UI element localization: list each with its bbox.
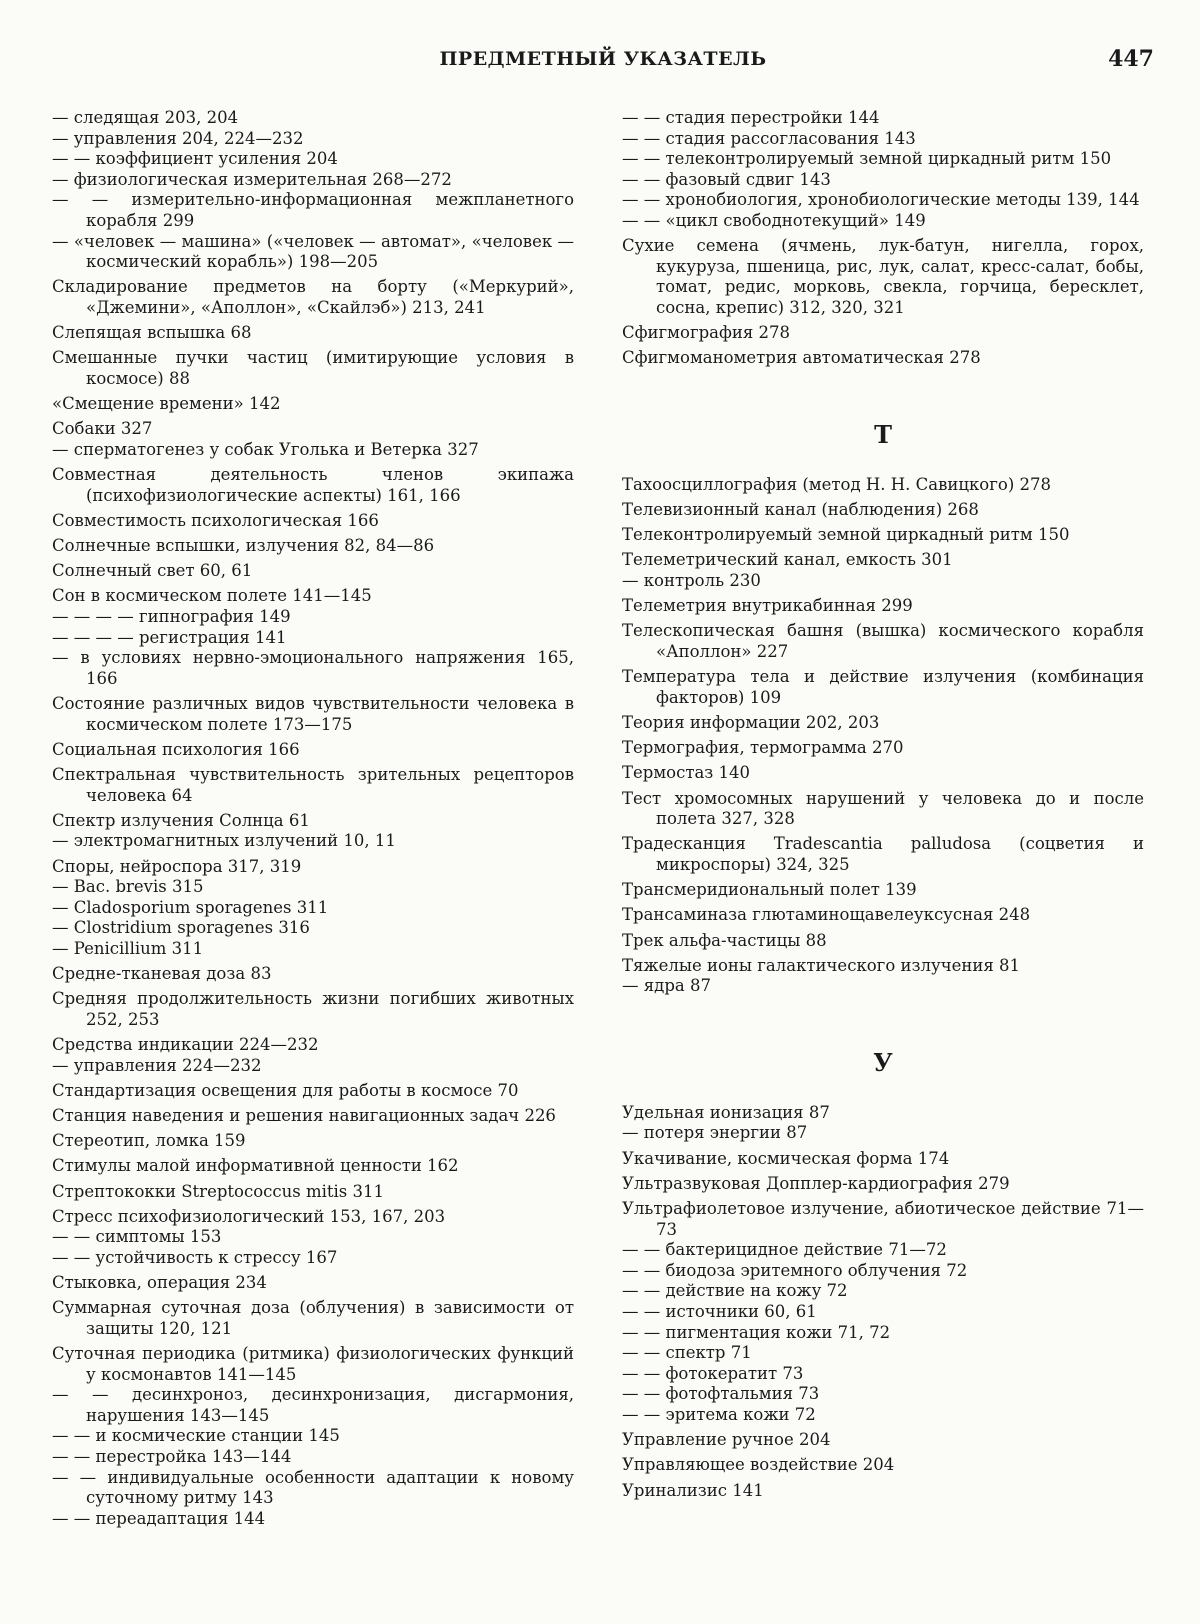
index-entry: Средняя продолжительность жизни погибших животных 252, 253: [52, 989, 574, 1029]
index-entry: Термография, термограмма 270: [622, 738, 904, 758]
index-subentry: — — измерительно-информационная межпланетного корабля 299: [52, 190, 574, 230]
index-entry: Складирование предметов на борту («Меркурий», «Джемини», «Аполлон», «Скайлэб») 213, 241: [52, 277, 574, 317]
index-entry: Ультразвуковая Допплер-кардиография 279: [622, 1173, 1010, 1193]
index-subentry: — — переадаптация 144: [52, 1508, 266, 1528]
index-entry: Удельная ионизация 87: [622, 1102, 830, 1122]
index-subentry: — Penicillium 311: [52, 938, 204, 958]
index-entry: Средне-тканевая доза 83: [52, 964, 272, 984]
index-subentry: — ядра 87: [622, 976, 711, 996]
index-entry: Температура тела и действие излучения (комбинация факторов) 109: [622, 667, 1144, 707]
index-entry: Стрептококки Streptococcus mitis 311: [52, 1181, 384, 1201]
index-subentry: — физиологическая измерительная 268—272: [52, 169, 452, 189]
index-entry: Совместная деятельность членов экипажа (психофизиологические аспекты) 161, 166: [52, 465, 574, 505]
index-subentry: — — устойчивость к стрессу 167: [52, 1247, 338, 1267]
index-entry: Стыковка, операция 234: [52, 1273, 267, 1293]
index-subentry: — следящая 203, 204: [52, 108, 239, 127]
index-subentry: — Clostridium sporagenes 316: [52, 918, 310, 938]
index-subentry: — — — — регистрация 141: [52, 627, 287, 647]
index-subentry: — — перестройка 143—144: [52, 1447, 292, 1467]
index-subentry: — потеря энергии 87: [622, 1123, 808, 1143]
section-letter: У: [873, 1047, 893, 1077]
index-entry: Смешанные пучки частиц (имитирующие условия в космосе) 88: [52, 348, 574, 388]
index-entry: Средства индикации 224—232: [52, 1035, 319, 1055]
index-entry: Стандартизация освещения для работы в космосе 70: [52, 1080, 519, 1100]
index-entry: «Смещение времени» 142: [52, 394, 281, 414]
index-entry: Телеконтролируемый земной циркадный ритм 150: [622, 525, 1070, 545]
index-entry: Состояние различных видов чувствительности человека в космическом полете 173—175: [52, 693, 574, 734]
index-subentry: — — — — гипнография 149: [52, 607, 291, 626]
index-entry: Телескопическая башня (вышка) космического корабля «Аполлон» 227: [622, 621, 1144, 662]
index-entry: Трансмеридиональный полет 139: [622, 880, 917, 900]
index-subentry: — в условиях нервно-эмоционального напряжения 165, 166: [52, 648, 574, 688]
index-subentry: — — пигментация кожи 71, 72: [622, 1322, 891, 1342]
index-entry: Стресс психофизиологический 153, 167, 203: [52, 1206, 446, 1226]
index-subentry: — — стадия перестройки 144: [622, 108, 880, 127]
index-entry: Тест хромосомных нарушений у человека до и после полета 327, 328: [622, 788, 1144, 829]
index-subentry: — контроль 230: [622, 571, 761, 591]
index-subentry: — — действие на кожу 72: [622, 1281, 848, 1301]
index-subentry: — — симптомы 153: [52, 1227, 222, 1247]
index-subentry: — — фазовый сдвиг 143: [622, 169, 831, 189]
index-subentry: — — бактерицидное действие 71—72: [622, 1240, 947, 1260]
index-subentry: — управления 204, 224—232: [52, 128, 304, 148]
index-subentry: — — и космические станции 145: [52, 1426, 340, 1446]
index-entry: Телевизионный канал (наблюдения) 268: [622, 500, 979, 520]
index-subentry: — — индивидуальные особенности адаптации к новому суточному ритму 143: [52, 1467, 574, 1508]
index-subentry: — — хронобиология, хронобиологические методы 139, 144: [622, 190, 1140, 210]
index-subentry: — Cladosporium sporagenes 311: [52, 897, 329, 917]
index-entry: Суточная периодика (ритмика) физиологических функций у космонавтов 141—145: [52, 1344, 574, 1384]
index-subentry: — — биодоза эритемного облучения 72: [622, 1260, 968, 1280]
index-subentry: — «человек — машина» («человек — автомат», «человек — космический корабль») 198—205: [52, 231, 574, 272]
index-entry: Традесканция Tradescantia palludosa (соцветия и микроспоры) 324, 325: [622, 834, 1144, 874]
index-entry: Сфигмоманометрия автоматическая 278: [622, 348, 981, 368]
index-subentry: — — телеконтролируемый земной циркадный ритм 150: [622, 149, 1112, 169]
index-subentry: — — фотофтальмия 73: [622, 1384, 820, 1404]
index-subentry: — электромагнитных излучений 10, 11: [52, 831, 396, 851]
index-entry: Телеметрический канал, емкость 301: [622, 550, 953, 570]
index-entry: Ультрафиолетовое излучение, абиотическое действие 71—73: [622, 1199, 1144, 1239]
index-subentry: — сперматогенез у собак Уголька и Ветерка 327: [52, 439, 479, 459]
index-entry: Теория информации 202, 203: [622, 713, 880, 732]
index-entry: Собаки 327: [52, 419, 153, 439]
index-entry: Солнечный свет 60, 61: [52, 561, 253, 581]
index-subentry: — — эритема кожи 72: [622, 1404, 816, 1424]
index-entry: Совместимость психологическая 166: [52, 510, 379, 530]
index-subentry: — — стадия рассогласования 143: [622, 128, 916, 148]
index-subentry: — — источники 60, 61: [622, 1302, 817, 1321]
index-entry: Спектральная чувствительность зрительных рецепторов человека 64: [52, 764, 574, 805]
index-entry: Спектр излучения Солнца 61: [52, 810, 310, 830]
index-entry: Социальная психология 166: [52, 739, 300, 759]
index-entry: Стереотип, ломка 159: [52, 1131, 246, 1151]
index-entry: Сон в космическом полете 141—145: [52, 586, 372, 606]
index-entry: Телеметрия внутрикабинная 299: [622, 596, 913, 616]
index-subentry: — — фотокератит 73: [622, 1363, 804, 1383]
index-entry: Укачивание, космическая форма 174: [622, 1148, 950, 1168]
index-entry: Станция наведения и решения навигационных задач 226: [52, 1106, 556, 1125]
index-entry: Стимулы малой информативной ценности 162: [52, 1156, 459, 1176]
index-entry: Солнечные вспышки, излучения 82, 84—86: [52, 536, 435, 556]
index-entry: Сфигмография 278: [622, 323, 791, 343]
index-entry: Трек альфа-частицы 88: [622, 930, 827, 950]
index-entry: Управление ручное 204: [622, 1430, 831, 1450]
index-subentry: — Bac. brevis 315: [52, 877, 204, 897]
index-entry: Уринализис 141: [622, 1480, 764, 1500]
index-entry: Суммарная суточная доза (облучения) в зависимости от защиты 120, 121: [52, 1298, 574, 1338]
index-column-left: [52, 108, 574, 1598]
index-subentry: — — коэффициент усиления 204: [52, 149, 338, 169]
index-entry: Термостаз 140: [622, 763, 751, 783]
index-subentry: — управления 224—232: [52, 1055, 262, 1075]
index-entry: Слепящая вспышка 68: [52, 323, 252, 343]
index-subentry: — — спектр 71: [622, 1343, 752, 1363]
index-entry: Управляющее воздействие 204: [622, 1455, 895, 1475]
index-entry: Тахоосциллография (метод Н. Н. Савицкого) 278: [622, 474, 1051, 494]
running-title: ПРЕДМЕТНЫЙ УКАЗАТЕЛЬ: [439, 48, 767, 70]
index-entry: Сухие семена (ячмень, лук-батун, нигелла, горох, кукуруза, пшеница, рис, лук, салат, кресс-салат, бобы, томат, редис, морковь, свекла, горчица, бересклет, сосна, крепис) 312, 320, 321: [622, 236, 1144, 317]
index-entry: Тяжелые ионы галактического излучения 81: [622, 955, 1021, 975]
index-column-right: [622, 108, 1144, 1598]
index-subentry: — — «цикл свободнотекущий» 149: [622, 210, 926, 230]
index-entry: Трансаминаза глютаминощавелеуксусная 248: [622, 905, 1031, 925]
page-header: [52, 48, 1154, 78]
index-entry: Споры, нейроспора 317, 319: [52, 856, 302, 876]
page-number: 447: [1108, 46, 1154, 72]
index-subentry: — — десинхроноз, десинхронизация, дисгармония, нарушения 143—145: [52, 1385, 574, 1425]
section-letter: Т: [874, 419, 892, 449]
